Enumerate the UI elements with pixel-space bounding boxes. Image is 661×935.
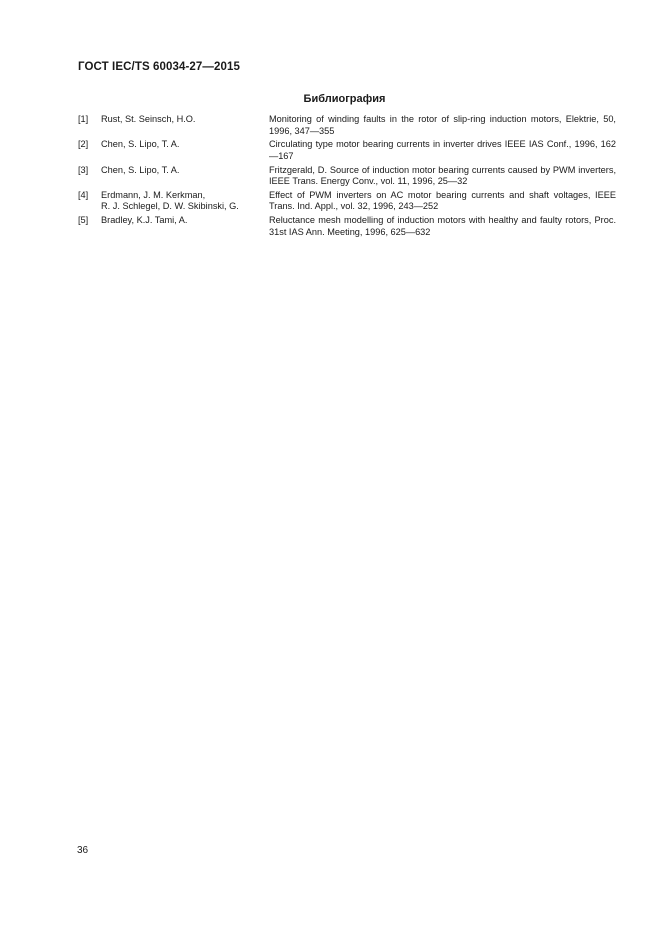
author-line: Erdmann, J. M. Kerkman,: [101, 189, 206, 200]
entry-number: [5]: [78, 215, 89, 226]
entry-authors: [101, 190, 269, 213]
entry-authors: [101, 139, 269, 162]
entry-reference: Reluctance mesh modelling of induction motors with healthy and faulty rotors, Proc. 31st IAS Ann. Meeting, 1996, 625—632: [269, 215, 616, 237]
document-header: ГОСТ IEC/TS 60034-27—2015: [78, 61, 240, 73]
entry-authors: [101, 165, 269, 188]
section-title: Библиография: [303, 93, 386, 105]
entry-reference: Effect of PWM inverters on AC motor bearing currents and shaft voltages, IEEE Trans. Ind. Appl., vol. 32, 1996, 243—252: [269, 189, 616, 212]
entry-reference: Monitoring of winding faults in the rotor of slip-ring induction motors, Elektrie, 50, 1996, 347—355: [269, 114, 616, 136]
entry-reference: Circulating type motor bearing currents in inverter drives IEEE IAS Conf., 1996, 162—167: [269, 139, 616, 161]
entry-number: [2]: [78, 139, 89, 150]
author-line: Bradley, K.J. Tami, A.: [101, 215, 188, 226]
bibliography-entry: [78, 139, 616, 162]
author-line: Rust, St. Seinsch, H.O.: [101, 114, 196, 124]
entry-number: [1]: [78, 114, 89, 124]
author-line: R. J. Schlegel, D. W. Skibinski, G.: [101, 201, 239, 212]
bibliography-entry: [78, 165, 616, 188]
page-number: 36: [77, 845, 89, 856]
entry-authors: [101, 215, 269, 238]
author-line: Chen, S. Lipo, T. A.: [101, 164, 180, 175]
bibliography-entry: [78, 215, 616, 238]
entry-number: [3]: [78, 164, 89, 175]
entry-number: [4]: [78, 189, 89, 200]
bibliography-entry: [78, 114, 616, 137]
entry-authors: [101, 114, 269, 137]
bibliography-list: [78, 114, 616, 240]
author-line: Chen, S. Lipo, T. A.: [101, 139, 180, 150]
entry-reference: Fritzgerald, D. Source of induction motor bearing currents caused by PWM inverters, IEEE Trans. Energy Conv., vol. 11, 1996, 25—32: [269, 164, 616, 187]
bibliography-entry: [78, 190, 616, 213]
